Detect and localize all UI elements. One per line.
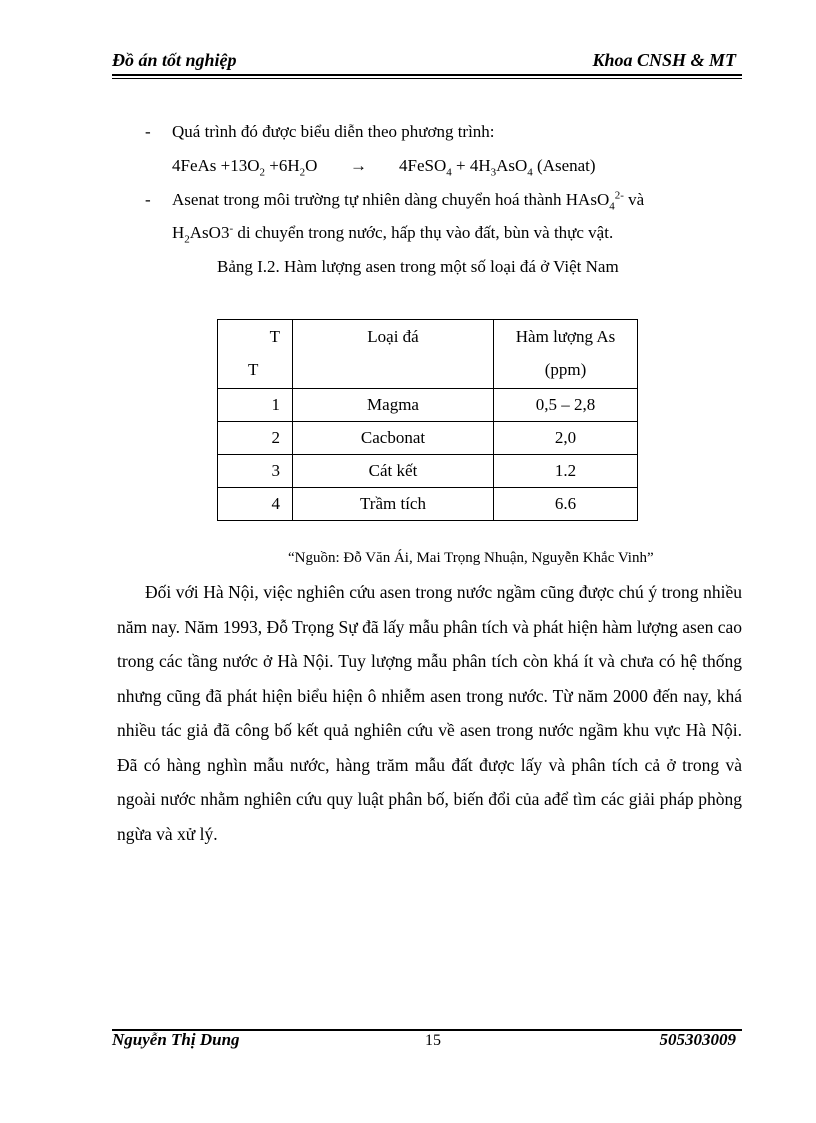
cell-rock: Magma bbox=[293, 389, 494, 422]
cell-arsenic: 0,5 – 2,8 bbox=[494, 389, 638, 422]
table-row bbox=[218, 422, 638, 455]
bullet-text-2: Asenat trong môi trường tự nhiên dàng chuyển hoá thành HAsO$_4^{2-}$ và bbox=[172, 189, 645, 213]
header-rock: Loại đá bbox=[293, 320, 494, 389]
cell-tt: 3 bbox=[218, 455, 293, 488]
table-row bbox=[218, 488, 638, 521]
paragraph-text: Đối với Hà Nội, việc nghiên cứu asen trong nước ngầm cũng được chú ý trong nhiều năm nay. Năm 1993, Đỗ Trọng Sự đã lấy mẫu phân tích và phát hiện hàm lượng asen cao trong các tầng nước ở Hà Nội. Tuy lượng mẫu phân tích còn khá ít và chưa có hệ thống nhưng cũng đã phát hiện biểu hiện ô nhiễm asen trong nước. Từ năm 2000 đến nay, khá nhiều tác giả đã công bố kết quả nghiên cứu về asen trong nước ngầm khu vực Hà Nội. Đã có hàng nghìn mẫu nước, hàng trăm mẫu đất được lấy và phân tích cả ở trong và ngoài nước nhằm nghiên cứu quy luật phân bố, biến đổi của ađể tìm các giải pháp phòng ngừa và xử lý. bbox=[117, 582, 742, 844]
body-paragraph bbox=[117, 575, 742, 851]
equation-rhs: 4FeSO$_4$ + $4H_3AsO_4$ (Asenat) bbox=[399, 156, 596, 179]
header-rule-thin bbox=[112, 78, 742, 79]
footer-student-id: 505303009 bbox=[659, 1030, 736, 1049]
cell-arsenic: 2,0 bbox=[494, 422, 638, 455]
bullet-dash-1: - bbox=[145, 122, 151, 141]
header-left: Đồ án tốt nghiệp bbox=[112, 50, 237, 70]
cell-rock: Cát kết bbox=[293, 455, 494, 488]
header-rule bbox=[112, 74, 742, 76]
cell-rock: Cacbonat bbox=[293, 422, 494, 455]
table-row bbox=[218, 389, 638, 422]
bullet-dash-2: - bbox=[145, 190, 151, 209]
header-right: Khoa CNSH & MT bbox=[592, 50, 736, 70]
cell-tt: 1 bbox=[218, 389, 293, 422]
header-tt: T T bbox=[218, 320, 293, 389]
cell-tt: 4 bbox=[218, 488, 293, 521]
equation-lhs: 4FeAs $+13O_2 +6H_2O$ bbox=[172, 156, 318, 179]
rock-arsenic-table bbox=[217, 319, 638, 521]
footer-author: Nguyễn Thị Dung bbox=[112, 1030, 240, 1049]
header-arsenic: Hàm lượng As (ppm) bbox=[494, 320, 638, 389]
table-source: “Nguồn: Đỗ Văn Ái, Mai Trọng Nhuận, Nguyễn Khắc Vinh” bbox=[288, 550, 654, 566]
bullet-text-2-cont: $H_2AsO3^-$ di chuyển trong nước, hấp thụ vào đất, bùn và thực vật. bbox=[172, 222, 614, 246]
cell-rock: Trầm tích bbox=[293, 488, 494, 521]
table-caption: Bảng I.2. Hàm lượng asen trong một số loại đá ở Việt Nam bbox=[217, 257, 619, 276]
cell-arsenic: 6.6 bbox=[494, 488, 638, 521]
cell-arsenic: 1.2 bbox=[494, 455, 638, 488]
page-number: 15 bbox=[425, 1032, 441, 1049]
table-row bbox=[218, 455, 638, 488]
equation-arrow: → bbox=[350, 156, 367, 175]
table-header-row bbox=[218, 320, 638, 389]
cell-tt: 2 bbox=[218, 422, 293, 455]
bullet-text-1: Quá trình đó được biểu diễn theo phương trình: bbox=[172, 122, 495, 141]
